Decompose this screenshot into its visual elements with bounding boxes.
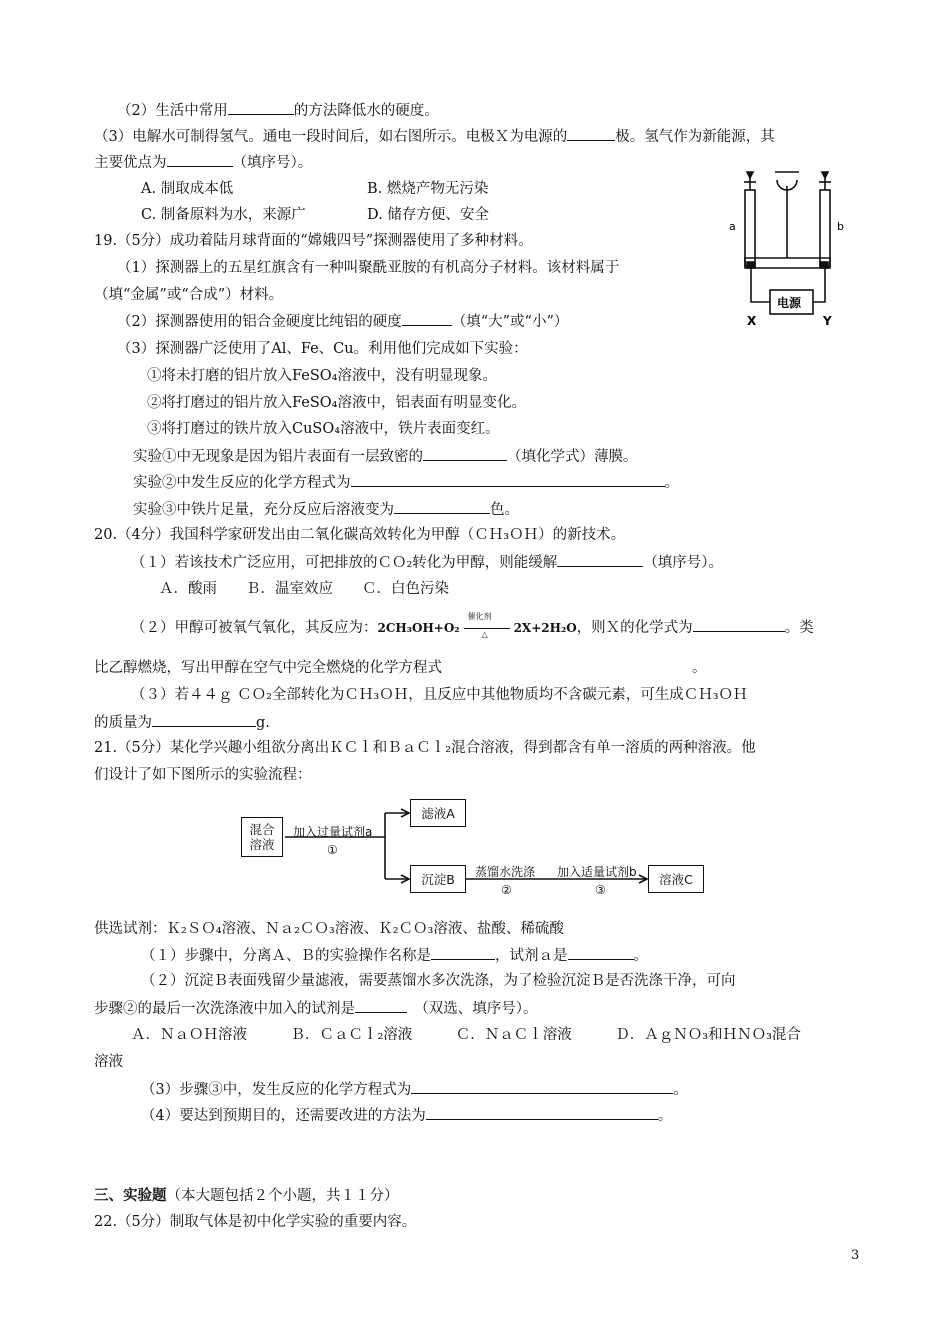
q21-reagents: 供选试剂：Ｋ₂ＳＯ₄溶液、Ｎａ₂ＣＯ₃溶液、Ｋ₂ＣＯ₃溶液、盐酸、稀硫酸: [94, 921, 564, 937]
answer-blank[interactable]: [567, 126, 615, 141]
electrode-label-x: X: [747, 314, 757, 328]
q19-part1-line1: （1）探测器上的五星红旗含有一种叫聚酰亚胺的有机高分子材料。该材料属于: [117, 260, 620, 276]
answer-blank[interactable]: [152, 712, 256, 727]
q21-part2-line2: 步骤②的最后一次洗涤液中加入的试剂是 （双选、填序号）。: [94, 998, 538, 1019]
power-source-label: 电源: [777, 296, 802, 310]
mixed-solution-box: 混合 溶液: [241, 817, 283, 857]
q19-title: 19.（5分）成功着陆月球背面的“嫦娥四号”探测器使用了多种材料。: [94, 233, 533, 249]
reaction-left: 2CH₃OH+O₂: [377, 621, 460, 635]
answer-blank[interactable]: [167, 152, 233, 167]
tube-label-b: b: [837, 220, 844, 233]
answer-blank[interactable]: [394, 499, 490, 514]
section3-heading: 三、实验题: [94, 1187, 167, 1204]
q19-experiment-1: ①将未打磨的铝片放入FeSO₄溶液中，没有明显现象。: [147, 368, 497, 384]
q18-option-b: B. 燃烧产物无污染: [367, 181, 489, 197]
q22-title: 22.（5分）制取气体是初中化学实验的重要内容。: [94, 1214, 417, 1230]
q19-experiment-3: ③将打磨过的铁片放入CuSO₄溶液中，铁片表面变红。: [147, 421, 500, 437]
answer-blank[interactable]: [426, 1105, 658, 1120]
answer-blank[interactable]: [557, 552, 643, 567]
q19-question-c: 实验③中铁片足量，充分反应后溶液变为 色。: [133, 499, 519, 520]
q20-part2: （２）甲醇可被氧气氧化，其反应为：2CH₃OH+O₂ 催化剂 △ 2X+2H₂O，则Ｘ的化学式为 。类: [131, 612, 814, 639]
separation-flow-diagram: [235, 795, 715, 905]
answer-blank[interactable]: [402, 311, 452, 326]
answer-blank[interactable]: [228, 100, 294, 115]
q21-part3: （3）步骤③中，发生反应的化学方程式为 。: [141, 1079, 688, 1100]
answer-blank[interactable]: [355, 998, 407, 1013]
q21-part1: （１）步骤中，分离Ａ、Ｂ的实验操作名称是 ，试剂ａ是 。: [141, 945, 648, 966]
q18-part3-line2: 主要优点为 （填序号）。: [94, 152, 312, 173]
q20-part1: （１）若该技术广泛应用，可把排放的ＣＯ₂转化为甲醇，则能缓解 （填序号）。: [131, 552, 723, 573]
electrode-label-y: Y: [823, 314, 832, 328]
q21-part4: （4）要达到预期目的，还需要改进的方法为 。: [141, 1105, 672, 1126]
q18-part2: （2）生活中常用 的方法降低水的硬度。: [117, 100, 439, 121]
answer-blank[interactable]: [568, 945, 634, 960]
q21-options-line2: 溶液: [94, 1054, 123, 1070]
precipitate-b-box: 沉淀B: [410, 865, 466, 893]
q20-part3-line1: （３）若４４ｇ ＣＯ₂全部转化为ＣＨ₃ＯＨ，且反应中其他物质均不含碳元素，可生成ＣＨ₃ＯＨ: [131, 687, 748, 703]
solution-c-box: 溶液C: [648, 865, 704, 893]
q20-part3-line2: 的质量为 g.: [94, 712, 270, 733]
answer-blank[interactable]: [693, 617, 785, 632]
q19-part1-line2: （填“金属”或“合成”）材料。: [94, 287, 284, 303]
q18-option-d: D. 储存方便、安全: [367, 207, 489, 223]
q19-part3: （3）探测器广泛使用了Al、Fe、Cu。利用他们完成如下实验：: [117, 341, 528, 357]
step3-label: 加入适量试剂b: [557, 865, 637, 879]
q20-options: Ａ．酸雨 Ｂ．温室效应 Ｃ．白色污染: [159, 581, 449, 597]
q21-title-line2: 们设计了如下图所示的实验流程：: [94, 767, 312, 783]
section3-heading-line: [94, 1186, 399, 1206]
flow-arrows: [235, 795, 715, 905]
q19-question-a: 实验①中无现象是因为铝片表面有一层致密的 （填化学式）薄膜。: [133, 446, 638, 467]
q19-part2: （2）探测器使用的铝合金硬度比纯铝的硬度 （填“大”或“小”）: [117, 311, 568, 332]
step2-label: 蒸馏水洗涤: [475, 865, 536, 879]
filtrate-a-box: 滤液A: [410, 799, 466, 827]
q19-experiment-2: ②将打磨过的铝片放入FeSO₄溶液中，铝表面有明显变化。: [147, 395, 526, 411]
step1-label: 加入过量试剂a: [293, 825, 373, 839]
q18-option-c: C. 制备原料为水，来源广: [141, 207, 306, 223]
reaction-arrow: [460, 612, 514, 639]
q20-part2-line2: 比乙醇燃烧，写出甲醇在空气中完全燃烧的化学方程式 。: [94, 660, 707, 676]
electrolysis-apparatus-diagram: [725, 150, 855, 330]
q21-title-line1: 21.（5分）某化学兴趣小组欲分离出ＫＣｌ和ＢａＣｌ₂混合溶液，得到都含有单一溶质的两种溶液。他: [94, 740, 756, 756]
page-number: 3: [851, 1248, 860, 1263]
q21-part2-line1: （２）沉淀Ｂ表面残留少量滤液，需要蒸馏水多次洗涤，为了检验沉淀Ｂ是否洗涤干净，可向: [141, 973, 736, 989]
step3-number: ③: [595, 883, 606, 897]
answer-blank[interactable]: [351, 472, 665, 487]
q19-question-b: 实验②中发生反应的化学方程式为 。: [133, 472, 679, 493]
catalyst-label: 催化剂: [467, 612, 492, 621]
answer-blank[interactable]: [411, 1079, 673, 1094]
tube-label-a: a: [729, 220, 736, 233]
q18-option-a: A. 制取成本低: [141, 181, 234, 197]
q20-title: 20.（4分）我国科学家研发出由二氧化碳高效转化为甲醇（ＣＨ₃ＯＨ）的新技术。: [94, 527, 626, 543]
answer-blank[interactable]: [423, 446, 507, 461]
q18-part3-line1: （3）电解水可制得氢气。通电一段时间后，如右图所示。电极Ｘ为电源的 极。氢气作为新能源，其: [94, 126, 775, 147]
heat-label: △: [481, 630, 488, 639]
step2-number: ②: [501, 883, 512, 897]
step1-number: ①: [327, 843, 338, 857]
q21-options-line1: Ａ．ＮａＯＨ溶液 Ｂ．ＣａＣｌ₂溶液 Ｃ．ＮａＣｌ溶液 Ｄ．ＡｇＮＯ₃和ＨＮＯ₃混合: [131, 1027, 801, 1043]
answer-blank[interactable]: [431, 945, 495, 960]
section3-note: （本大题包括２个小题，共１１分）: [166, 1188, 399, 1204]
reaction-right: 2X+2H₂O: [513, 621, 577, 635]
